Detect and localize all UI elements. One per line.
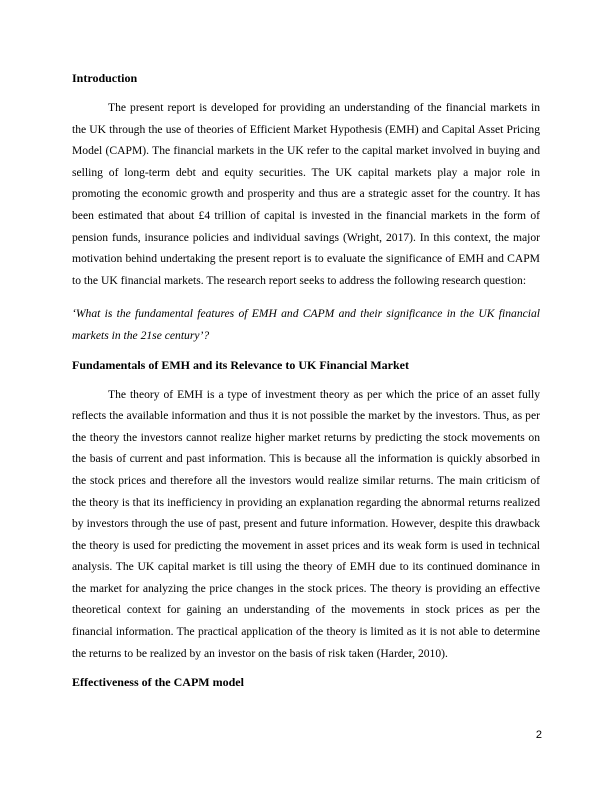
page-number: 2 (535, 729, 542, 741)
introduction-heading: Introduction (72, 71, 138, 85)
emh-heading: Fundamentals of EMH and its Relevance to UK Financial Market (72, 357, 409, 372)
emh-paragraph: The theory of EMH is a type of investment theory as per which the price of an asset fully reflects the available information and thus it is not possible the market by the investors. Thus, as per the theory the investors cannot realize higher market returns by predicting the stock movements on the basis of current and past information. This is because all the information is quickly absorbed in the stock prices and therefore all the investors would realize similar returns. The main criticism of the theory is that its inefficiency in providing an explanation regarding the abnormal returns realized by investors through the use of past, present and future information. However, despite this drawback the theory is used for predicting the movement in asset prices and its weak form is used in technical analysis. The UK capital market is till using the theory of EMH due to its continued dominance in the market for analyzing the price changes in the stock prices. The theory is providing an effective theoretical context for gaining an understanding of the movements in stock prices as per the financial information. The practical application of the theory is limited as it is not able to determine the returns to be realized by an investor on the basis of risk taken (Harder, 2010). (72, 387, 540, 660)
page-body (72, 70, 540, 691)
capm-heading: Effectiveness of the CAPM model (72, 675, 244, 690)
introduction-paragraph: The present report is developed for providing an understanding of the financial markets in the UK through the use of theories of Efficient Market Hypothesis (EMH) and Capital Asset Pricing Model (CAPM). The financial markets in the UK refer to the capital market involved in buying and selling of long-term debt and equity securities. The UK capital markets play a major role in promoting the economic growth and prosperity and thus are a strategic asset for the country. It has been estimated that about £4 trillion of capital is invested in the financial markets in the form of pension funds, insurance policies and individual savings (Wright, 2017). In this context, the major motivation behind undertaking the present report is to evaluate the significance of EMH and CAPM to the UK financial markets. The research report seeks to address the following research question: (72, 101, 540, 287)
research-question: ‘What is the fundamental features of EMH and CAPM and their significance in the UK financial markets in the 21se century’? (72, 307, 540, 342)
